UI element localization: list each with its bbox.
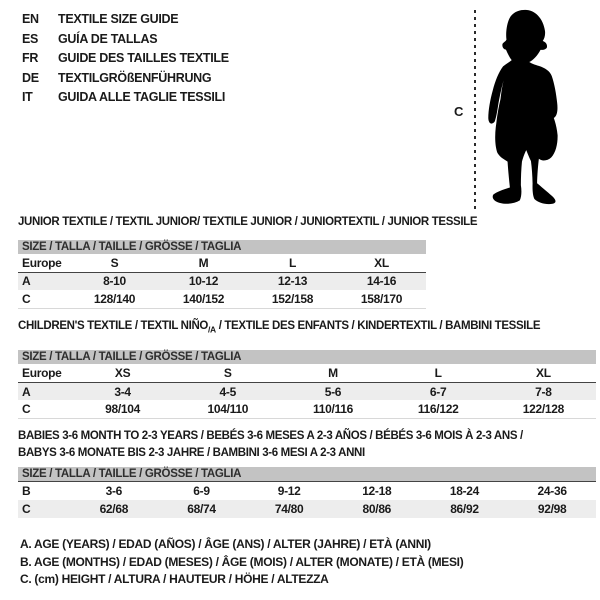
legend-footnotes bbox=[20, 536, 463, 589]
size-cell: S bbox=[70, 254, 159, 272]
row-label: A bbox=[22, 384, 31, 399]
language-row bbox=[22, 10, 229, 30]
size-cell: M bbox=[280, 364, 385, 382]
table-title: JUNIOR TEXTILE / TEXTIL JUNIOR/ TEXTILE JUNIOR / JUNIORTEXTIL / JUNIOR TESSILE bbox=[18, 216, 478, 228]
size-cell: 62/68 bbox=[99, 501, 129, 516]
row-label: C bbox=[22, 501, 31, 516]
table-title bbox=[18, 320, 596, 336]
guide-title: GUÍA DE TALLAS bbox=[58, 31, 158, 46]
size-cell: 6-7 bbox=[429, 384, 447, 399]
size-cell: 9-12 bbox=[245, 482, 333, 500]
size-cell: 12-18 bbox=[333, 482, 421, 500]
row-label: C bbox=[22, 402, 31, 417]
size-cell: 68/74 bbox=[187, 501, 216, 516]
guide-title: TEXTILE SIZE GUIDE bbox=[58, 12, 179, 26]
size-cell: 128/140 bbox=[93, 291, 136, 306]
guide-title: GUIDE DES TAILLES TEXTILE bbox=[58, 51, 229, 66]
size-cell: 24-36 bbox=[508, 482, 596, 500]
size-cell: 4-5 bbox=[219, 384, 236, 399]
size-cell: 18-24 bbox=[421, 482, 509, 500]
size-cell: S bbox=[175, 364, 280, 382]
size-cell: 104/110 bbox=[207, 402, 249, 417]
size-cell: XL bbox=[491, 364, 596, 382]
size-cell: 116/122 bbox=[417, 402, 459, 417]
table-title-line1: BABIES 3-6 MONTH TO 2-3 YEARS / BEBÉS 3-6 MESES A 2-3 AÑOS / BÉBÉS 3-6 MOIS À 2-3 ANS / bbox=[18, 430, 523, 442]
language-title-list bbox=[22, 10, 229, 108]
size-cell: 8-10 bbox=[103, 274, 126, 289]
size-cell: 110/116 bbox=[312, 402, 353, 417]
row-label: A bbox=[22, 274, 31, 289]
size-cell: 10-12 bbox=[188, 274, 219, 289]
size-table bbox=[18, 254, 426, 309]
language-row bbox=[22, 88, 229, 108]
size-cell: 92/98 bbox=[537, 501, 567, 516]
language-code: EN bbox=[22, 12, 39, 26]
size-cell: 98/104 bbox=[105, 402, 141, 417]
size-row bbox=[18, 364, 596, 382]
language-row bbox=[22, 69, 229, 89]
height-marker-label: C bbox=[454, 104, 464, 119]
row-label: Europe bbox=[18, 254, 70, 272]
size-cell: L bbox=[386, 364, 491, 382]
babies-textile-section bbox=[18, 428, 596, 518]
size-cell: 14-16 bbox=[366, 274, 397, 289]
table-title-prefix: CHILDREN'S TEXTILE / TEXTIL NIÑO bbox=[18, 320, 209, 332]
size-cell: 140/152 bbox=[182, 291, 225, 306]
size-cell: 158/170 bbox=[360, 291, 403, 306]
guide-title: TEXTILGRÖßENFÜHRUNG bbox=[58, 70, 212, 85]
size-cell: 3-6 bbox=[70, 482, 158, 500]
size-row bbox=[18, 400, 596, 418]
table-title-suffix: / TEXTILE DES ENFANTS / KINDERTEXTIL / BAMBINI TESSILE bbox=[215, 320, 541, 332]
size-row bbox=[18, 382, 596, 400]
row-label: B bbox=[18, 482, 70, 500]
size-cell: XS bbox=[70, 364, 175, 382]
size-cell: 5-6 bbox=[324, 384, 342, 399]
footnote-a: A. AGE (YEARS) / EDAD (AÑOS) / ÂGE (ANS) / ALTER (JAHRE) / ETÀ (ANNI) bbox=[20, 537, 431, 551]
size-cell: 80/86 bbox=[362, 501, 392, 516]
size-header-bar: SIZE / TALLA / TAILLE / GRÖSSE / TAGLIA bbox=[18, 350, 596, 364]
language-row bbox=[22, 49, 229, 69]
size-cell: XL bbox=[337, 254, 426, 272]
row-label: C bbox=[22, 291, 31, 306]
language-code: ES bbox=[22, 31, 39, 46]
footnote-c: C. (cm) HEIGHT / ALTURA / HAUTEUR / HÖHE / ALTEZZA bbox=[20, 572, 329, 586]
size-cell: L bbox=[248, 254, 337, 272]
language-code: DE bbox=[22, 70, 39, 85]
childrens-textile-section bbox=[18, 320, 596, 419]
size-cell: 74/80 bbox=[274, 501, 304, 516]
language-code: IT bbox=[22, 90, 33, 105]
footnote-b: B. AGE (MONTHS) / EDAD (MESES) / ÂGE (MOIS) / ALTER (MONATE) / ETÀ (MESI) bbox=[20, 554, 464, 569]
size-row bbox=[18, 272, 426, 290]
language-code: FR bbox=[22, 51, 39, 66]
size-header-bar: SIZE / TALLA / TAILLE / GRÖSSE / TAGLIA bbox=[18, 467, 596, 481]
height-figure-area bbox=[440, 0, 600, 215]
size-header-bar: SIZE / TALLA / TAILLE / GRÖSSE / TAGLIA bbox=[18, 240, 426, 254]
size-cell: M bbox=[159, 254, 248, 272]
size-row bbox=[18, 254, 426, 272]
size-table bbox=[18, 364, 596, 419]
size-row bbox=[18, 290, 426, 308]
size-table bbox=[18, 481, 596, 518]
size-cell: 86/92 bbox=[450, 501, 479, 516]
size-cell: 7-8 bbox=[535, 384, 552, 399]
junior-textile-section bbox=[18, 216, 478, 309]
row-label: Europe bbox=[18, 364, 70, 382]
guide-title: GUIDA ALLE TAGLIE TESSILI bbox=[58, 90, 226, 105]
size-cell: 152/158 bbox=[271, 291, 314, 306]
language-row bbox=[22, 30, 229, 50]
size-row bbox=[18, 500, 596, 518]
size-cell: 12-13 bbox=[277, 274, 308, 289]
size-row bbox=[18, 482, 596, 500]
size-cell: 122/128 bbox=[522, 402, 565, 417]
table-title-line2: BABYS 3-6 MONATE BIS 2-3 JAHRE / BAMBINI 3-6 MESI A 2-3 ANNI bbox=[18, 447, 365, 459]
size-cell: 6-9 bbox=[158, 482, 246, 500]
table-title-subscript: /A bbox=[208, 324, 216, 335]
baby-silhouette-icon bbox=[482, 7, 572, 210]
height-dotted-line bbox=[474, 10, 476, 211]
size-cell: 3-4 bbox=[114, 384, 131, 399]
